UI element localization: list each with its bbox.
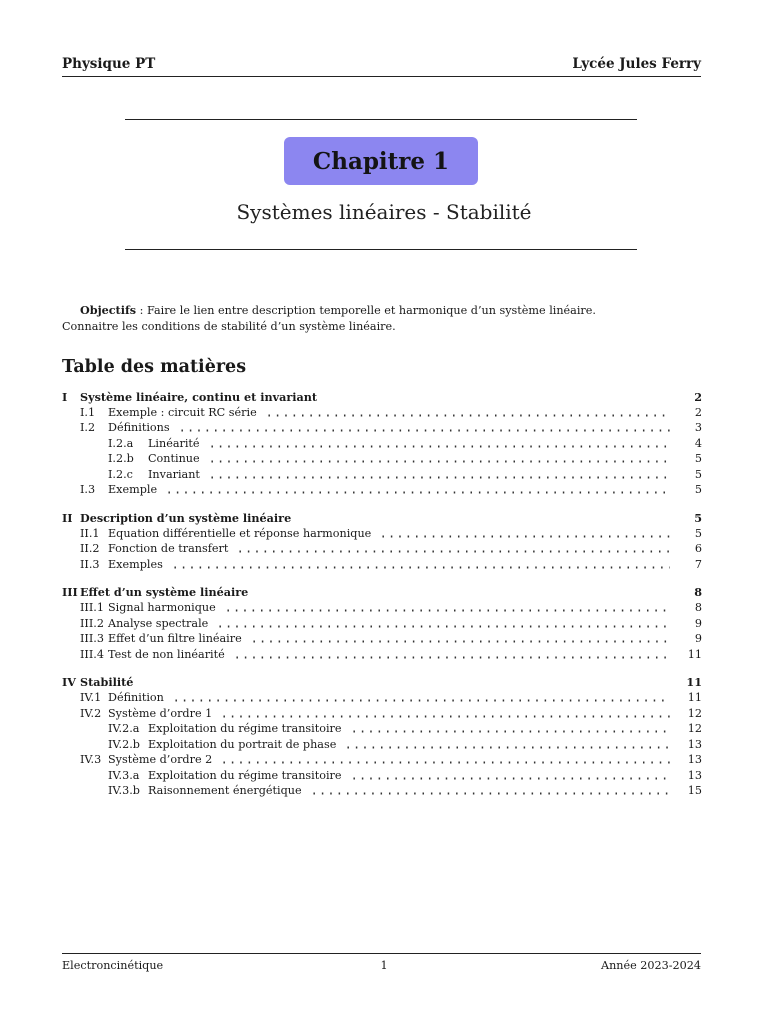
toc-dot-leader: [379, 535, 670, 538]
page-number: 1: [380, 959, 388, 972]
toc-entry-page: 5: [694, 526, 702, 540]
toc-dot-leader: [220, 715, 670, 718]
toc-section-title: Effet d’un système linéaire: [80, 585, 249, 600]
toc-entry-page: 5: [694, 467, 702, 481]
toc-entry[interactable]: [62, 467, 702, 483]
toc-section-page: 11: [686, 675, 702, 690]
toc-gap: [62, 662, 702, 675]
toc-dot-leader: [208, 460, 670, 463]
toc-entry-number: II.2: [80, 542, 100, 556]
toc-section-title: Stabilité: [80, 675, 134, 690]
toc-dot-leader: [224, 609, 670, 612]
toc-dot-leader: [165, 491, 670, 494]
toc-entry-page: 9: [694, 632, 702, 646]
toc-entry-title: Exploitation du régime transitoire: [148, 722, 342, 736]
toc-entry[interactable]: [62, 647, 702, 663]
toc-entry-title: Equation différentielle et réponse harmonique: [108, 526, 372, 540]
toc-entry-page: 11: [687, 691, 702, 705]
toc-entry-number: II.3: [80, 557, 100, 571]
toc-section[interactable]: [62, 510, 702, 526]
toc-entry-title: Fonction de transfert: [108, 542, 229, 556]
toc-entry-number: IV.3: [80, 753, 102, 767]
toc-dot-leader: [216, 625, 670, 628]
toc-entry-number: I.2: [80, 421, 96, 435]
toc-entry[interactable]: [62, 721, 702, 737]
toc-entry-title: Invariant: [148, 467, 200, 481]
toc-entry-page: 13: [687, 768, 702, 782]
toc-entry-page: 3: [694, 421, 702, 435]
toc-dot-leader: [172, 699, 670, 702]
toc-entry-title: Signal harmonique: [108, 601, 216, 615]
toc-entry-number: I.3: [80, 483, 96, 497]
toc-entry-number: II.1: [80, 526, 100, 540]
toc-entry[interactable]: [62, 600, 702, 616]
toc-dot-leader: [208, 476, 670, 479]
toc-entry-page: 6: [694, 542, 702, 556]
chapter-box: [284, 137, 478, 185]
footer-rule: [62, 953, 701, 954]
objectives-label: Objectifs: [80, 303, 137, 317]
toc-entry-page: 2: [694, 405, 702, 419]
toc-entry-title: Exploitation du portrait de phase: [148, 737, 337, 751]
toc-gap: [62, 498, 702, 511]
toc-section-number: II: [62, 510, 73, 525]
toc-dot-leader: [350, 730, 671, 733]
toc-entry-page: 4: [694, 436, 702, 450]
toc-heading: Table des matières: [62, 357, 247, 377]
toc-section-page: 5: [694, 510, 702, 525]
footer-year: Année 2023-2024: [600, 959, 701, 972]
toc-dot-leader: [350, 777, 671, 780]
toc-dot-leader: [233, 656, 670, 659]
toc-entry-number: IV.3.a: [108, 768, 140, 782]
toc-entry-page: 8: [694, 601, 702, 615]
footer-course: Electroncinétique: [62, 959, 164, 972]
toc-section[interactable]: [62, 585, 702, 601]
toc-entry[interactable]: [62, 690, 702, 706]
toc-entry[interactable]: [62, 631, 702, 647]
toc-entry[interactable]: [62, 451, 702, 467]
toc-entry[interactable]: [62, 436, 702, 452]
toc-section-page: 8: [694, 585, 702, 600]
toc-entry-page: 11: [687, 647, 702, 661]
toc-entry-number: IV.3.b: [108, 784, 140, 798]
toc-entry-page: 12: [687, 722, 702, 736]
toc-entry-title: Définition: [108, 691, 164, 705]
toc-entry-page: 5: [694, 452, 702, 466]
toc-dot-leader: [310, 792, 670, 795]
toc-entry[interactable]: [62, 783, 702, 799]
toc-entry-title: Raisonnement énergétique: [148, 784, 302, 798]
toc-dot-leader: [178, 429, 670, 432]
toc-entry-page: 9: [694, 616, 702, 630]
toc-entry[interactable]: [62, 420, 702, 436]
toc-entry-title: Linéarité: [148, 436, 200, 450]
toc-entry[interactable]: [62, 557, 702, 573]
toc-entry-number: I.2.a: [108, 436, 134, 450]
toc-entry-number: I.1: [80, 405, 96, 419]
toc-entry-page: 12: [687, 706, 702, 720]
objectives-line1: : Faire le lien entre description temporelle et harmonique d’un système linéaire.: [136, 304, 596, 317]
toc-gap: [62, 572, 702, 585]
title-rule-top: [125, 119, 637, 120]
toc-entry-title: Exemple: [108, 483, 158, 497]
toc-entry-title: Système d’ordre 1: [108, 706, 213, 720]
table-of-contents: [62, 389, 702, 799]
toc-dot-leader: [265, 414, 670, 417]
toc-entry-page: 5: [694, 483, 702, 497]
toc-dot-leader: [171, 566, 670, 569]
objectives-line2: Connaitre les conditions de stabilité d’un système linéaire.: [62, 319, 396, 333]
toc-entry-title: Exemples: [108, 557, 163, 571]
toc-entry-title: Définitions: [108, 421, 170, 435]
toc-entry[interactable]: [62, 706, 702, 722]
header-subject: Physique PT: [62, 56, 156, 72]
toc-entry-number: III.1: [80, 601, 104, 615]
toc-entry-number: III.4: [80, 647, 104, 661]
toc-entry-title: Analyse spectrale: [108, 616, 209, 630]
toc-section-number: III: [62, 585, 78, 600]
header-rule: [62, 76, 701, 77]
toc-section-page: 2: [694, 389, 702, 404]
toc-entry-number: I.2.c: [108, 467, 133, 481]
toc-dot-leader: [236, 550, 670, 553]
title-rule-bottom: [125, 249, 637, 250]
toc-entry-page: 15: [687, 784, 702, 798]
objectives: [62, 303, 702, 334]
toc-entry[interactable]: [62, 482, 702, 498]
toc-dot-leader: [208, 445, 670, 448]
toc-entry[interactable]: [62, 405, 702, 421]
toc-entry[interactable]: [62, 541, 702, 557]
chapter-title: Chapitre 1: [312, 147, 450, 175]
toc-entry-title: Système d’ordre 2: [108, 753, 213, 767]
toc-entry[interactable]: [62, 616, 702, 632]
toc-entry-number: III.2: [80, 616, 104, 630]
toc-entry[interactable]: [62, 526, 702, 542]
toc-section-number: I: [62, 389, 68, 404]
toc-entry-number: IV.1: [80, 691, 102, 705]
toc-entry-title: Exemple : circuit RC série: [108, 405, 257, 419]
header-school: Lycée Jules Ferry: [572, 56, 701, 72]
toc-entry-number: IV.2.b: [108, 737, 140, 751]
toc-entry-page: 13: [687, 753, 702, 767]
toc-dot-leader: [220, 761, 670, 764]
toc-entry-page: 13: [687, 737, 702, 751]
toc-entry-title: Continue: [148, 452, 200, 466]
toc-entry-title: Effet d’un filtre linéaire: [108, 632, 242, 646]
toc-entry-number: I.2.b: [108, 452, 134, 466]
toc-entry-number: III.3: [80, 632, 104, 646]
toc-section[interactable]: [62, 675, 702, 691]
toc-dot-leader: [250, 640, 670, 643]
toc-entry-number: IV.2.a: [108, 722, 140, 736]
toc-section[interactable]: [62, 389, 702, 405]
toc-dot-leader: [344, 746, 670, 749]
chapter-subtitle: Systèmes linéaires - Stabilité: [236, 200, 532, 224]
toc-section-title: Description d’un système linéaire: [80, 510, 292, 525]
toc-entry-title: Test de non linéarité: [108, 647, 225, 661]
toc-entry[interactable]: [62, 752, 702, 768]
toc-section-number: IV: [62, 675, 76, 690]
toc-entry[interactable]: [62, 768, 702, 784]
toc-section-title: Système linéaire, continu et invariant: [80, 389, 318, 404]
toc-entry-title: Exploitation du régime transitoire: [148, 768, 342, 782]
toc-entry[interactable]: [62, 737, 702, 753]
toc-entry-number: IV.2: [80, 706, 102, 720]
toc-entry-page: 7: [694, 557, 702, 571]
